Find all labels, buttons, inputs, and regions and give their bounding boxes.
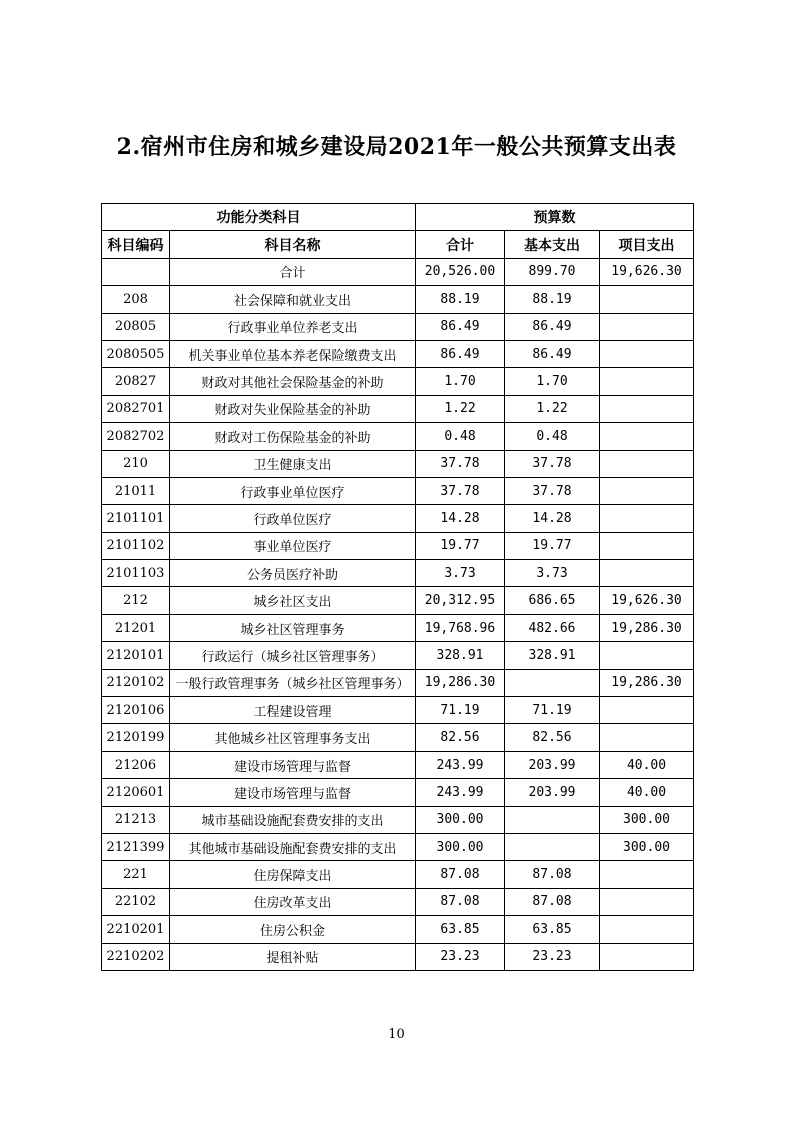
- name-cell: 其他城市基础设施配套费安排的支出: [170, 833, 416, 860]
- code-cell: 2210201: [102, 916, 170, 943]
- code-cell: 221: [102, 861, 170, 888]
- document-title: 2.宿州市住房和城乡建设局2021年一般公共预算支出表: [116, 134, 677, 160]
- table-row: [102, 423, 694, 450]
- basic-cell: [505, 833, 600, 860]
- basic-cell: 203.99: [505, 779, 600, 806]
- code-cell: 2082701: [102, 395, 170, 422]
- basic-cell: 86.49: [505, 313, 600, 340]
- table-row: [102, 751, 694, 778]
- budget-amount-header: 预算数: [416, 204, 694, 231]
- name-cell: 其他城乡社区管理事务支出: [170, 724, 416, 751]
- name-cell: 财政对其他社会保险基金的补助: [170, 368, 416, 395]
- basic-cell: 686.65: [505, 587, 600, 614]
- code-cell: 210: [102, 450, 170, 477]
- project-cell: [600, 450, 694, 477]
- name-cell: 事业单位医疗: [170, 532, 416, 559]
- basic-cell: 71.19: [505, 697, 600, 724]
- code-cell: 2120102: [102, 669, 170, 696]
- table-row: [102, 587, 694, 614]
- project-cell: [600, 423, 694, 450]
- basic-cell: [505, 806, 600, 833]
- basic-cell: 87.08: [505, 861, 600, 888]
- basic-cell: 63.85: [505, 916, 600, 943]
- project-cell: [600, 560, 694, 587]
- table-row: [102, 642, 694, 669]
- project-cell: [600, 888, 694, 915]
- code-cell: 2101102: [102, 532, 170, 559]
- table-row: [102, 861, 694, 888]
- name-column-header: 科目名称: [170, 231, 416, 258]
- table-row: [102, 833, 694, 860]
- total-cell: 14.28: [416, 505, 505, 532]
- code-cell: 2101103: [102, 560, 170, 587]
- basic-cell: 87.08: [505, 888, 600, 915]
- name-cell: 卫生健康支出: [170, 450, 416, 477]
- basic-cell: 899.70: [505, 258, 600, 285]
- code-cell: 21201: [102, 614, 170, 641]
- total-cell: 86.49: [416, 313, 505, 340]
- table-row: [102, 477, 694, 504]
- total-cell: 82.56: [416, 724, 505, 751]
- table-row: [102, 313, 694, 340]
- project-cell: [600, 505, 694, 532]
- basic-cell: [505, 669, 600, 696]
- code-cell: 212: [102, 587, 170, 614]
- code-cell: 2101101: [102, 505, 170, 532]
- total-cell: 23.23: [416, 943, 505, 970]
- project-cell: 19,626.30: [600, 258, 694, 285]
- table-header: [102, 204, 694, 259]
- code-cell: 20805: [102, 313, 170, 340]
- table-row: [102, 724, 694, 751]
- project-cell: [600, 340, 694, 367]
- table-row: [102, 697, 694, 724]
- table-row: [102, 806, 694, 833]
- name-cell: 财政对工伤保险基金的补助: [170, 423, 416, 450]
- basic-cell: 0.48: [505, 423, 600, 450]
- basic-column-header: 基本支出: [505, 231, 600, 258]
- table-row: [102, 368, 694, 395]
- name-cell: 住房改革支出: [170, 888, 416, 915]
- table-row: [102, 888, 694, 915]
- basic-cell: 82.56: [505, 724, 600, 751]
- total-column-header: 合计: [416, 231, 505, 258]
- project-cell: 19,286.30: [600, 669, 694, 696]
- total-cell: 1.70: [416, 368, 505, 395]
- basic-cell: 19.77: [505, 532, 600, 559]
- project-cell: [600, 861, 694, 888]
- code-cell: 20827: [102, 368, 170, 395]
- name-cell: 城市基础设施配套费安排的支出: [170, 806, 416, 833]
- name-cell: 财政对失业保险基金的补助: [170, 395, 416, 422]
- basic-cell: 14.28: [505, 505, 600, 532]
- project-cell: [600, 916, 694, 943]
- name-cell: 公务员医疗补助: [170, 560, 416, 587]
- table-row: [102, 340, 694, 367]
- total-cell: 19,286.30: [416, 669, 505, 696]
- code-cell: 21213: [102, 806, 170, 833]
- code-cell: 21011: [102, 477, 170, 504]
- name-cell: 行政事业单位养老支出: [170, 313, 416, 340]
- project-cell: [600, 368, 694, 395]
- functional-classification-header: 功能分类科目: [102, 204, 416, 231]
- table-row: [102, 560, 694, 587]
- table-row: [102, 943, 694, 970]
- total-cell: 19,768.96: [416, 614, 505, 641]
- project-cell: [600, 477, 694, 504]
- page-number: 10: [388, 1027, 405, 1042]
- code-cell: 22102: [102, 888, 170, 915]
- name-cell: 住房公积金: [170, 916, 416, 943]
- code-cell: 2120101: [102, 642, 170, 669]
- code-cell: 2121399: [102, 833, 170, 860]
- total-cell: 88.19: [416, 286, 505, 313]
- basic-cell: 88.19: [505, 286, 600, 313]
- table-body: [102, 258, 694, 970]
- table-row: [102, 916, 694, 943]
- name-cell: 机关事业单位基本养老保险缴费支出: [170, 340, 416, 367]
- table-row: [102, 779, 694, 806]
- name-cell: 建设市场管理与监督: [170, 779, 416, 806]
- table-row: [102, 532, 694, 559]
- table-row: [102, 286, 694, 313]
- basic-cell: 328.91: [505, 642, 600, 669]
- project-cell: [600, 697, 694, 724]
- total-cell: 3.73: [416, 560, 505, 587]
- basic-cell: 37.78: [505, 477, 600, 504]
- code-cell: [102, 258, 170, 285]
- basic-cell: 1.70: [505, 368, 600, 395]
- total-cell: 300.00: [416, 806, 505, 833]
- project-cell: [600, 642, 694, 669]
- basic-cell: 482.66: [505, 614, 600, 641]
- code-cell: 2120601: [102, 779, 170, 806]
- group-header-row: [102, 204, 694, 231]
- project-cell: 40.00: [600, 751, 694, 778]
- code-cell: 2082702: [102, 423, 170, 450]
- name-cell: 城乡社区管理事务: [170, 614, 416, 641]
- name-cell: 工程建设管理: [170, 697, 416, 724]
- total-cell: 71.19: [416, 697, 505, 724]
- name-cell: 社会保障和就业支出: [170, 286, 416, 313]
- table-row: [102, 505, 694, 532]
- total-cell: 37.78: [416, 450, 505, 477]
- project-cell: [600, 943, 694, 970]
- code-cell: 2120199: [102, 724, 170, 751]
- name-cell: 行政运行（城乡社区管理事务）: [170, 642, 416, 669]
- total-cell: 19.77: [416, 532, 505, 559]
- project-cell: [600, 724, 694, 751]
- total-cell: 1.22: [416, 395, 505, 422]
- project-cell: [600, 286, 694, 313]
- total-cell: 63.85: [416, 916, 505, 943]
- name-cell: 合计: [170, 258, 416, 285]
- name-cell: 行政单位医疗: [170, 505, 416, 532]
- table-row: [102, 258, 694, 285]
- table-row: [102, 669, 694, 696]
- project-column-header: 项目支出: [600, 231, 694, 258]
- code-column-header: 科目编码: [102, 231, 170, 258]
- project-cell: 19,286.30: [600, 614, 694, 641]
- total-cell: 20,312.95: [416, 587, 505, 614]
- total-cell: 243.99: [416, 779, 505, 806]
- project-cell: [600, 313, 694, 340]
- name-cell: 城乡社区支出: [170, 587, 416, 614]
- project-cell: [600, 395, 694, 422]
- total-cell: 87.08: [416, 861, 505, 888]
- name-cell: 建设市场管理与监督: [170, 751, 416, 778]
- name-cell: 行政事业单位医疗: [170, 477, 416, 504]
- total-cell: 37.78: [416, 477, 505, 504]
- project-cell: [600, 532, 694, 559]
- basic-cell: 37.78: [505, 450, 600, 477]
- code-cell: 2210202: [102, 943, 170, 970]
- total-cell: 87.08: [416, 888, 505, 915]
- total-cell: 300.00: [416, 833, 505, 860]
- column-header-row: [102, 231, 694, 258]
- code-cell: 208: [102, 286, 170, 313]
- code-cell: 2080505: [102, 340, 170, 367]
- total-cell: 0.48: [416, 423, 505, 450]
- basic-cell: 3.73: [505, 560, 600, 587]
- table-row: [102, 395, 694, 422]
- name-cell: 一般行政管理事务（城乡社区管理事务）: [170, 669, 416, 696]
- table-row: [102, 614, 694, 641]
- code-cell: 2120106: [102, 697, 170, 724]
- name-cell: 住房保障支出: [170, 861, 416, 888]
- project-cell: 300.00: [600, 806, 694, 833]
- name-cell: 提租补贴: [170, 943, 416, 970]
- table-row: [102, 450, 694, 477]
- total-cell: 86.49: [416, 340, 505, 367]
- project-cell: 300.00: [600, 833, 694, 860]
- project-cell: 19,626.30: [600, 587, 694, 614]
- basic-cell: 86.49: [505, 340, 600, 367]
- project-cell: 40.00: [600, 779, 694, 806]
- total-cell: 243.99: [416, 751, 505, 778]
- basic-cell: 1.22: [505, 395, 600, 422]
- code-cell: 21206: [102, 751, 170, 778]
- total-cell: 20,526.00: [416, 258, 505, 285]
- basic-cell: 23.23: [505, 943, 600, 970]
- basic-cell: 203.99: [505, 751, 600, 778]
- budget-expenditure-table: [101, 203, 694, 971]
- total-cell: 328.91: [416, 642, 505, 669]
